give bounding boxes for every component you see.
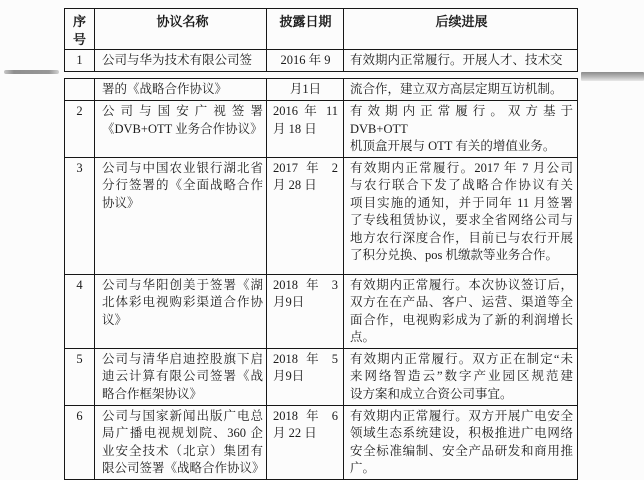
- cell-progress: 有效期内正常履行。2017 年 7 月公司 与农行联合下发了战略合作协议有关 项目实施的通知，并于同年 11 月签署 了专线租赁协议，要求全省网络公司与 地方农行深度合作，目前已与农行开展 了积分兑换、pos 机缴款等业务合作。: [344, 157, 578, 274]
- cell-seq: 5: [65, 348, 95, 405]
- cell-disclosure-date: 2016 年 9: [267, 50, 344, 72]
- table-row: [65, 50, 578, 72]
- cell-seq: 4: [65, 274, 95, 348]
- cell-disclosure-date: 2016 年 11 月 18 日: [267, 101, 344, 158]
- cell-agreement-name: 公司与华阳创美于签署《湖 北体彩电视购彩渠道合作协 议》: [95, 274, 267, 348]
- header-progress: 后续进展: [344, 9, 578, 50]
- page-break-shadow-right: [581, 72, 644, 81]
- cell-seq: 1: [65, 50, 95, 72]
- table-row: [65, 79, 578, 101]
- table-header-row: [65, 9, 578, 50]
- table-row: [65, 348, 578, 405]
- cell-disclosure-date: 2018 年 5 月9日: [267, 348, 344, 405]
- cell-seq: 2: [65, 101, 95, 158]
- table-row: [65, 405, 578, 479]
- cell-agreement-name: 公司与国家新闻出版广电总 局广播电视规划院、360 企 业安全技术（北京）集团有 限公司签署《战略合作协议》: [95, 405, 267, 479]
- cell-progress: 有效期内正常履行。双方开展广电安全 领域生态系统建设，积极推进广电网络 安全标准编制、安全产品研发和商用推 广。: [344, 405, 578, 479]
- cell-disclosure-date: 2018 年 3 月9日: [267, 274, 344, 348]
- cell-agreement-name: 公司与国安广视签署 《DVB+OTT 业务合作协议》: [95, 101, 267, 158]
- cell-seq: 6: [65, 405, 95, 479]
- cell-disclosure-date: 月1日: [267, 79, 344, 101]
- page-break-shadow-left: [4, 70, 59, 74]
- cell-disclosure-date: 2017 年 2 月 28 日: [267, 157, 344, 274]
- cell-progress: 有效期内正常履行。开展人才、技术交: [344, 50, 578, 72]
- cell-progress: 有效期内正常履行。本次协议签订后， 双方在在产品、客户、运营、渠道等全 面合作，电视购彩成为了新的利润增长 点。: [344, 274, 578, 348]
- table-row: [65, 274, 578, 348]
- cell-progress: 有效期内正常履行。双方正在制定“未 来网络智造云”数字产业园区规范建 设方案和成立合资公司事宜。: [344, 348, 578, 405]
- table-row: [65, 157, 578, 274]
- cell-disclosure-date: 2018 年 6 月 22 日: [267, 405, 344, 479]
- cell-seq: [65, 79, 95, 101]
- cell-agreement-name: 署的《战略合作协议》: [95, 79, 267, 101]
- cell-progress: 有效期内正常履行。双方基于 DVB+OTT 机顶盒开展与 OTT 有关的增值业务。: [344, 101, 578, 158]
- header-seq: 序 号: [65, 9, 95, 50]
- header-disclosure-date: 披露日期: [267, 9, 344, 50]
- agreements-table-part-1: [64, 8, 578, 72]
- cell-progress: 流合作，建立双方高层定期互访机制。: [344, 79, 578, 101]
- cell-agreement-name: 公司与中国农业银行湖北省 分行签署的《全面战略合作 协议》: [95, 157, 267, 274]
- agreements-table-part-2: [64, 78, 578, 480]
- header-agreement-name: 协议名称: [95, 9, 267, 50]
- cell-seq: 3: [65, 157, 95, 274]
- cell-agreement-name: 公司与华为技术有限公司签: [95, 50, 267, 72]
- cell-agreement-name: 公司与清华启迪控股旗下启 迪云计算有限公司签署《战 略合作框架协议》: [95, 348, 267, 405]
- table-row: [65, 101, 578, 158]
